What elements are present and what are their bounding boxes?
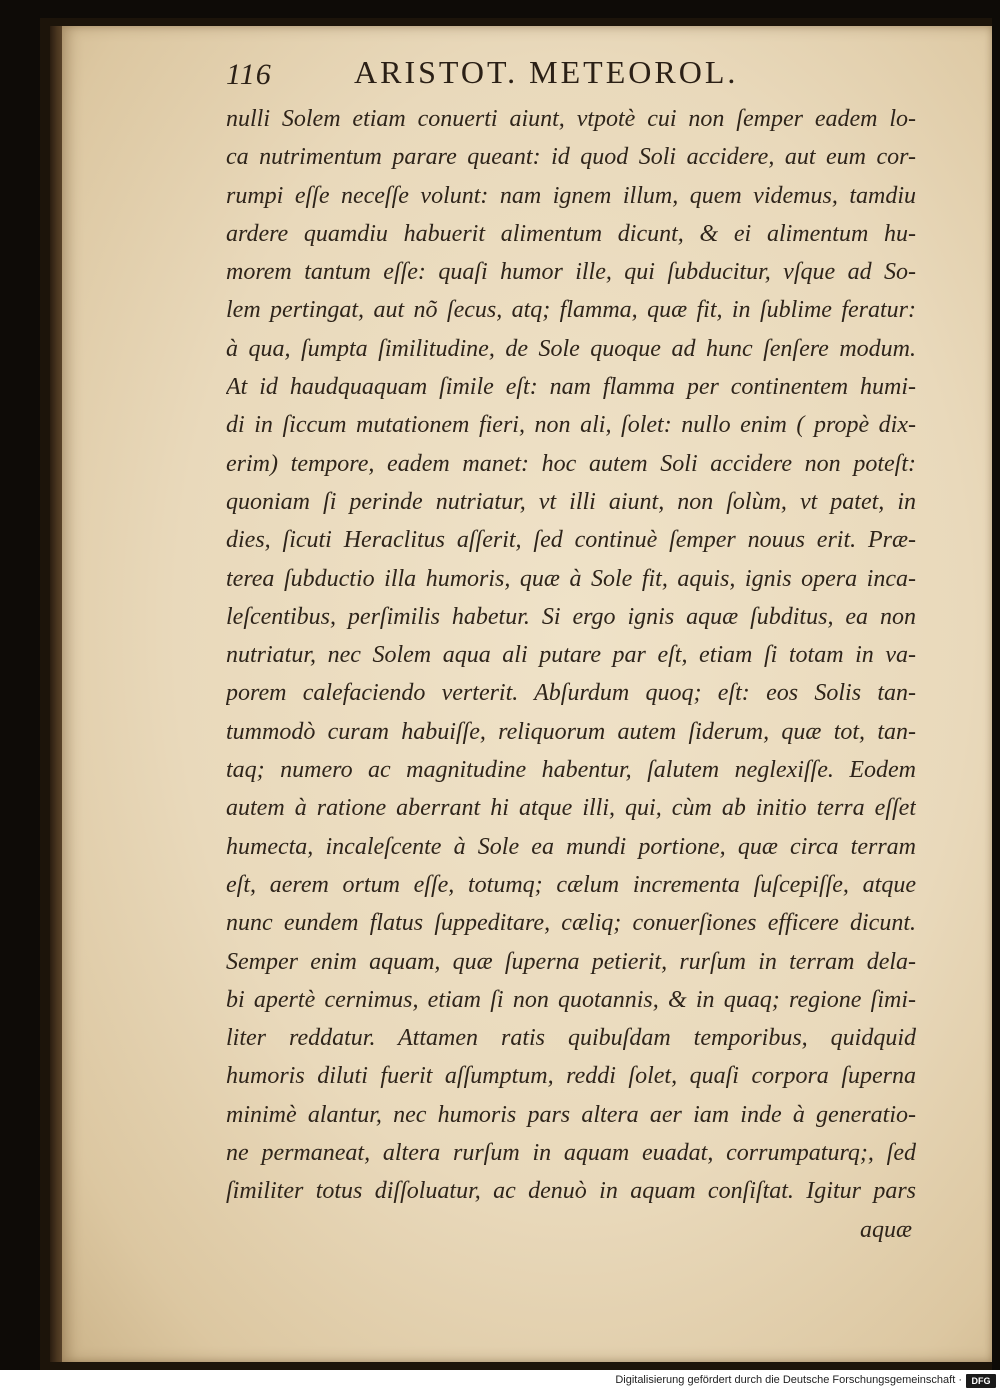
text-line: erim) tempore, eadem manet: hoc autem Soli accidere non poteſt: xyxy=(226,450,916,477)
text-line: rumpi eſſe neceſſe volunt: nam ignem illum, quem videmus, tamdiu xyxy=(226,182,916,209)
text-line: morem tantum eſſe: quaſi humor ille, qui ſubducitur, vſque ad So- xyxy=(226,259,916,286)
text-line: ca nutrimentum parare queant: id quod Soli accidere, aut eum cor- xyxy=(226,144,916,171)
text-line: Semper enim aquam, quæ ſuperna petierit, rurſum in terram dela- xyxy=(226,948,916,975)
text-line: At id haudquaquam ſimile eſt: nam flamma per continentem humi- xyxy=(226,374,916,401)
text-line: nulli Solem etiam conuerti aiunt, vtpotè cui non ſemper eadem lo- xyxy=(226,106,916,132)
funding-credit: Digitalisierung gefördert durch die Deutsche Forschungsgemeinschaft · xyxy=(615,1374,962,1386)
text-line: humoris diluti fuerit aſſumptum, reddi ſolet, quaſi corpora ſuperna xyxy=(226,1063,916,1090)
text-line: porem calefaciendo verterit. Abſurdum quoq; eſt: eos Solis tan- xyxy=(226,680,916,707)
text-line: eſt, aerem ortum eſſe, totumq; cælum incrementa ſuſcepiſſe, atque xyxy=(226,871,916,898)
text-line: à qua, ſumpta ſimilitudine, de Sole quoque ad hunc ſenſere modum. xyxy=(226,335,916,362)
catchword: aquæ xyxy=(859,1216,912,1243)
dfg-logo: DFG xyxy=(966,1374,996,1388)
text-line: nunc eundem flatus ſuppeditare, cæliq; conuerſiones efficere dicunt. xyxy=(226,910,916,937)
text-line: liter reddatur. Attamen ratis quibuſdam temporibus, quidquid xyxy=(226,1025,916,1052)
text-line: taq; numero ac magnitudine habentur, ſalutem neglexiſſe. Eodem xyxy=(226,757,916,784)
text-line: humecta, incaleſcente à Sole ea mundi portione, quæ circa terram xyxy=(226,833,916,860)
text-line: leſcentibus, perſimilis habetur. Si ergo ignis aquæ ſubditus, ea non xyxy=(226,603,916,630)
page-number: 116 xyxy=(226,58,272,91)
text-line: tummodò curam habuiſſe, reliquorum autem ſiderum, quæ tot, tan- xyxy=(226,718,916,745)
text-line: terea ſubductio illa humoris, quæ à Sole fit, aquis, ignis opera inca- xyxy=(226,565,916,592)
text-line: ardere quamdiu habuerit alimentum dicunt, & ei alimentum hu- xyxy=(226,220,916,247)
running-head: ARISTOT. METEOROL. xyxy=(354,54,739,90)
footer-bar xyxy=(0,1370,1000,1392)
text-line: dies, ſicuti Heraclitus aſſerit, ſed continuè ſemper nouus erit. Præ- xyxy=(226,527,916,554)
text-line: autem à ratione aberrant hi atque illi, qui, cùm ab initio terra eſſet xyxy=(226,795,916,822)
text-line: nutriatur, nec Solem aqua ali putare par eſt, etiam ſi totam in va- xyxy=(226,642,916,669)
text-line: ne permaneat, altera rurſum in aquam euadat, corrumpaturq;, ſed xyxy=(226,1140,916,1167)
text-line: lem pertingat, aut nõ ſecus, atq; flamma, quæ fit, in ſublime feratur: xyxy=(226,297,916,324)
text-line: quoniam ſi perinde nutriatur, vt illi aiunt, non ſolùm, vt patet, in xyxy=(226,488,916,515)
text-line: di in ſiccum mutationem fieri, non ali, ſolet: nullo enim ( propè dix- xyxy=(226,412,916,439)
text-line: minimè alantur, nec humoris pars altera aer iam inde à generatio- xyxy=(226,1101,916,1128)
text-line: ſimiliter totus diſſoluatur, ac denuò in aquam conſiſtat. Igitur pars xyxy=(226,1178,916,1205)
text-block xyxy=(226,100,916,1249)
page-header xyxy=(226,52,846,96)
text-line: bi apertè cernimus, etiam ſi non quotannis, & in quaq; regione ſimi- xyxy=(226,986,916,1013)
